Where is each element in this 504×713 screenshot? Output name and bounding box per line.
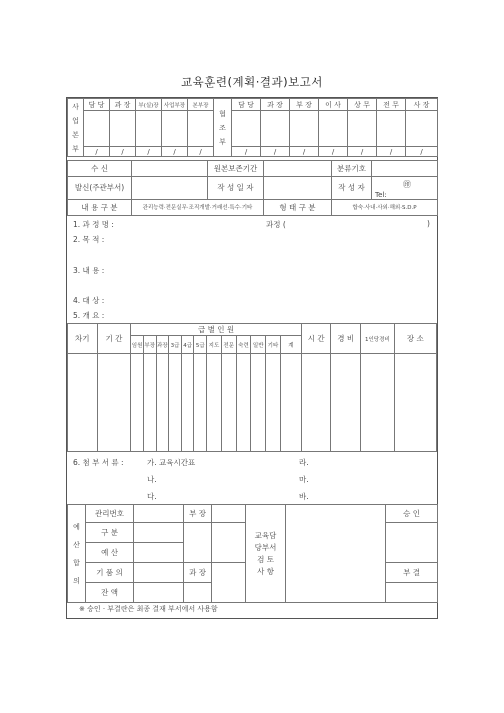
attachment-item: 다. (147, 492, 157, 501)
form-type-options[interactable]: 합숙·사내·사외·해외·S.D.P (332, 199, 438, 215)
grade-col: 일반 (251, 336, 266, 354)
approve-sign[interactable] (386, 523, 438, 563)
budget-field[interactable] (134, 543, 184, 563)
schedule-cell[interactable] (181, 354, 194, 452)
grade-col: 5급 (194, 336, 207, 354)
schedule-section (67, 323, 437, 451)
grade-header: 급 별 인 원 (131, 324, 302, 336)
page-title: 교육훈련(계획·결과)보고서 (181, 75, 323, 89)
coop-col-dept-head: 부 장 (290, 99, 319, 111)
coop-col-section-chief: 과 장 (261, 99, 290, 111)
sign-box[interactable] (261, 111, 290, 147)
class-code-label: 분류기호 (332, 161, 372, 177)
attachment-item: 가. 교육시간표 (147, 458, 196, 467)
grade-col: 계 (280, 336, 301, 354)
schedule-cell[interactable] (156, 354, 169, 452)
grade-col: 3급 (169, 336, 182, 354)
grade-col: 지도 (207, 336, 222, 354)
category-field[interactable] (134, 523, 184, 543)
purpose-label: 2. 목 적 : (73, 235, 105, 244)
dept-head-sign-area2[interactable] (212, 523, 246, 563)
approval-col-section-chief: 과 장 (110, 99, 136, 111)
approval-col-dept-head: 부(실)장 (136, 99, 162, 111)
date-slash: / (377, 147, 406, 157)
date-slash: / (406, 147, 438, 157)
sign-box[interactable] (110, 111, 136, 147)
review-label: 교육담 당부서 검 토 사 항 (246, 505, 286, 603)
schedule-cell[interactable] (131, 354, 144, 452)
mgmt-number-field[interactable] (134, 505, 184, 523)
category-label: 구 분 (86, 523, 134, 543)
period-header: 기 간 (97, 324, 131, 354)
grade-col: 과장 (156, 336, 169, 354)
schedule-cell[interactable] (266, 354, 281, 452)
retention-label: 원본보존기간 (208, 161, 264, 177)
approval-section (67, 98, 437, 157)
approve-label: 승 인 (386, 505, 438, 523)
info-section (67, 160, 437, 216)
coop-col-director: 이 사 (319, 99, 348, 111)
place-header: 장 소 (394, 324, 436, 354)
attachments-label: 6. 첨 부 서 류 : (73, 458, 124, 467)
course-field-close: ) (427, 219, 430, 228)
seal-icon: ㊞ (403, 180, 411, 190)
attachment-item: 나. (147, 475, 157, 484)
sender-label: 발신(주관부서) (68, 177, 132, 199)
approval-col-staff: 담 당 (84, 99, 110, 111)
date-slash: / (261, 147, 290, 157)
budget-section (67, 504, 437, 602)
schedule-cell[interactable] (394, 354, 436, 452)
budget-label: 예 산 (86, 543, 134, 563)
recipient-label: 수 신 (68, 161, 132, 177)
schedule-cell[interactable] (221, 354, 236, 452)
dept-head-label: 부 장 (184, 505, 212, 523)
report-form (66, 97, 438, 619)
section-head-label: 과 장 (184, 563, 212, 583)
content-type-label: 내 용 구 분 (68, 199, 132, 215)
date-slash: / (84, 147, 110, 157)
created-date-field[interactable] (264, 177, 332, 199)
dept-head-sign[interactable] (212, 505, 246, 523)
sign-box[interactable] (162, 111, 188, 147)
coop-col-staff: 담 당 (232, 99, 261, 111)
coop-col-president: 사 장 (406, 99, 438, 111)
business-division-label: 사 업 본 부 (68, 99, 84, 157)
course-field-label: 과정 ( (266, 220, 286, 229)
retention-field[interactable] (264, 161, 332, 177)
coop-col-managing-director: 상 무 (348, 99, 377, 111)
date-slash: / (348, 147, 377, 157)
schedule-cell[interactable] (169, 354, 182, 452)
section-head-sign[interactable] (212, 563, 246, 603)
content-type-options[interactable]: 관리능력·전문실무·조직개발·거래선·특수·기타 (132, 199, 264, 215)
attachment-item: 라. (299, 458, 309, 467)
date-slash: / (110, 147, 136, 157)
session-header: 차기 (68, 324, 98, 354)
balance-field[interactable] (134, 583, 184, 603)
grade-col: 4급 (181, 336, 194, 354)
cost-header: 경 비 (331, 324, 361, 354)
hours-header: 시 간 (301, 324, 331, 354)
budget-agreement-label: 예 산 합 의 (68, 505, 86, 603)
date-slash: / (319, 147, 348, 157)
reject-sign[interactable] (386, 583, 438, 603)
overview-label: 5. 개 요 : (73, 311, 105, 320)
sender-field[interactable] (132, 177, 208, 199)
recipient-field[interactable] (132, 161, 208, 177)
tel-label: Tel: (375, 190, 387, 199)
cooperation-dept-label: 협 조 부 (214, 99, 232, 157)
dept-head-sign-area[interactable] (184, 523, 212, 563)
grade-col: 기타 (266, 336, 281, 354)
sign-box[interactable] (188, 111, 214, 147)
coop-col-senior-director: 전 무 (377, 99, 406, 111)
sign-box[interactable] (319, 111, 348, 147)
prior-request-label: 기 품 의 (86, 563, 134, 583)
date-slash: / (162, 147, 188, 157)
schedule-cell[interactable] (301, 354, 331, 452)
course-name-label: 1. 과 정 명 : (73, 220, 114, 229)
date-slash: / (136, 147, 162, 157)
attachment-item: 마. (299, 475, 309, 484)
date-slash: / (232, 147, 261, 157)
sign-box[interactable] (377, 111, 406, 147)
schedule-cell[interactable] (236, 354, 251, 452)
reject-label: 부 결 (386, 563, 438, 583)
schedule-cell[interactable] (280, 354, 301, 452)
grade-col: 임원 (131, 336, 144, 354)
balance-label: 잔 액 (86, 583, 134, 603)
attachment-item: 바. (299, 492, 309, 501)
sign-box[interactable] (290, 111, 319, 147)
content-label: 3. 내 용 : (73, 266, 105, 275)
footnote: ※ 승인 · 부결란은 최종 결재 부서에서 사용함 (79, 605, 218, 613)
form-type-label: 형 태 구 분 (264, 199, 332, 215)
class-code-field[interactable] (372, 161, 438, 177)
review-field[interactable] (286, 505, 386, 603)
author-label: 작 성 자 (332, 177, 372, 199)
mgmt-number-label: 관리번호 (86, 505, 134, 523)
prior-request-field[interactable] (134, 563, 184, 583)
schedule-cell[interactable] (97, 354, 131, 452)
schedule-cell[interactable] (331, 354, 361, 452)
sign-box[interactable] (136, 111, 162, 147)
schedule-cell[interactable] (251, 354, 266, 452)
date-slash: / (290, 147, 319, 157)
grade-col: 숙련 (236, 336, 251, 354)
approval-col-division-head: 사업부장 (162, 99, 188, 111)
section-head-blank (184, 583, 212, 603)
grade-col: 전문 (221, 336, 236, 354)
created-date-label: 작 성 일 자 (208, 177, 264, 199)
sign-box[interactable] (84, 111, 110, 147)
sign-box[interactable] (348, 111, 377, 147)
date-slash: / (188, 147, 214, 157)
schedule-cell[interactable] (194, 354, 207, 452)
author-field[interactable] (372, 177, 438, 199)
schedule-cell[interactable] (68, 354, 98, 452)
target-label: 4. 대 상 : (73, 296, 105, 305)
per-person-cost-header: 1인당경비 (360, 324, 394, 354)
sign-box[interactable] (406, 111, 438, 147)
grade-col: 부장 (143, 336, 156, 354)
sign-box[interactable] (232, 111, 261, 147)
approval-col-hq-head: 본부장 (188, 99, 214, 111)
schedule-cell[interactable] (207, 354, 222, 452)
schedule-cell[interactable] (143, 354, 156, 452)
schedule-cell[interactable] (360, 354, 394, 452)
